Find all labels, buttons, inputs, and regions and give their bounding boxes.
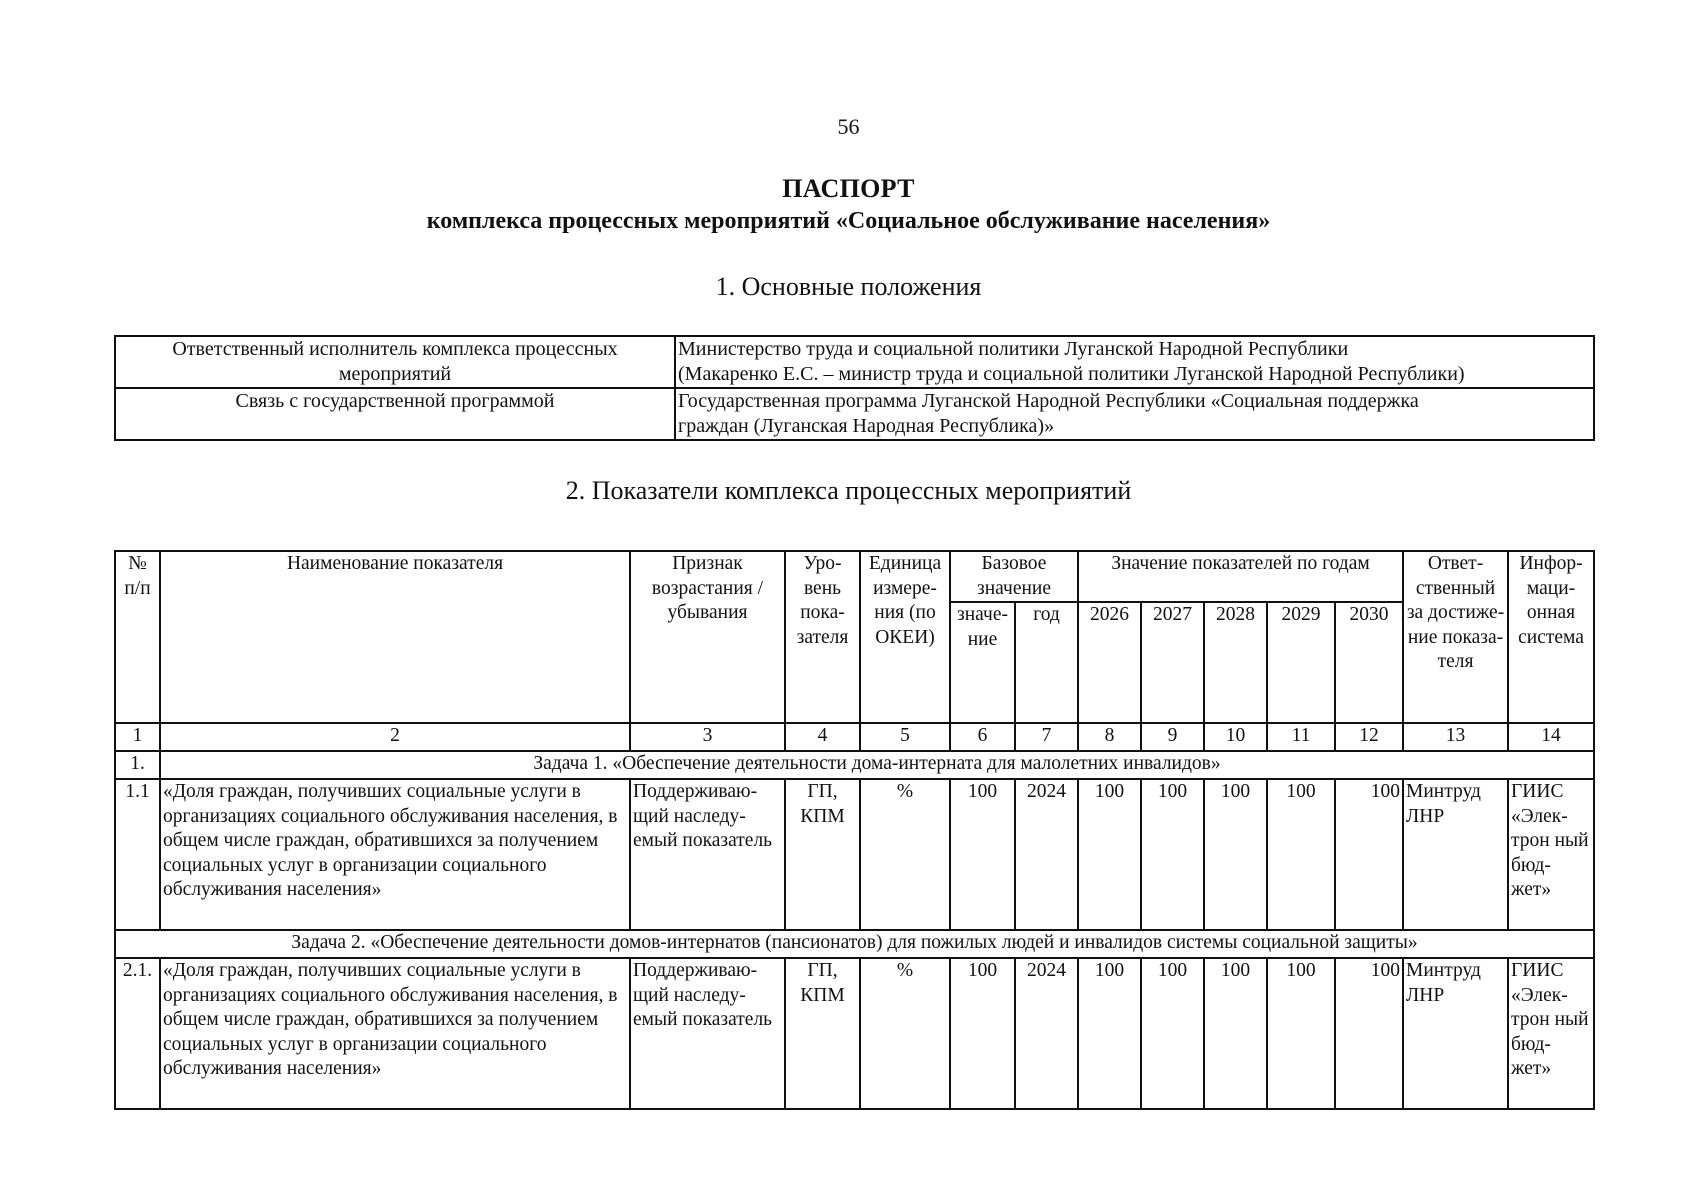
column-number: 13 [1403, 723, 1508, 751]
indicator-year-value: 100 [1267, 958, 1335, 1109]
task-row [115, 930, 1594, 958]
document-title: ПАСПОРТ [782, 174, 915, 203]
indicators-table [114, 550, 1595, 1110]
indicator-level: ГП, КПМ [785, 958, 860, 1109]
header-unit: Единица измере-ния (по ОКЕИ) [860, 551, 950, 723]
indicator-unit: % [860, 958, 950, 1109]
header-sign: Признак возрастания / убывания [630, 551, 785, 723]
task-num: 1. [115, 751, 160, 779]
provision-value [675, 388, 1594, 440]
column-number: 7 [1015, 723, 1078, 751]
column-number: 14 [1508, 723, 1594, 751]
indicator-year-value: 100 [1141, 779, 1204, 930]
indicator-year-value: 100 [1078, 779, 1141, 930]
indicator-year-value: 100 [1204, 958, 1267, 1109]
provision-value-line: Министерство труда и социальной политики Луганской Народной Республики [678, 338, 1349, 360]
indicator-year-value: 100 [1141, 958, 1204, 1109]
header-year: 2026 [1078, 602, 1141, 723]
indicator-year-value: 100 [1204, 779, 1267, 930]
task-row [115, 751, 1594, 779]
indicator-unit: % [860, 779, 950, 930]
header-level: Уро-вень пока-зателя [785, 551, 860, 723]
header-base-value: значе-ние [950, 602, 1015, 723]
indicator-year-value: 100 [1335, 779, 1403, 930]
header-year: 2027 [1141, 602, 1204, 723]
header-year: 2028 [1204, 602, 1267, 723]
table-header-row [115, 551, 1594, 602]
document-subtitle: комплекса процессных мероприятий «Социальное обслуживание населения» [426, 208, 1271, 234]
indicator-base-year: 2024 [1015, 958, 1078, 1109]
main-provisions-table [114, 335, 1595, 441]
indicator-num: 2.1. [115, 958, 160, 1109]
provision-value [675, 336, 1594, 388]
header-responsible: Ответ-ственный за достиже-ние показа-теля [1403, 551, 1508, 723]
section1-heading: 1. Основные положения [715, 272, 982, 301]
column-number: 3 [630, 723, 785, 751]
indicator-year-value: 100 [1078, 958, 1141, 1109]
table-row [115, 958, 1594, 1109]
task-label: Задача 2. «Обеспечение деятельности домов-интернатов (пансионатов) для пожилых людей и инвалидов системы социальной защиты» [115, 930, 1594, 958]
column-number: 11 [1267, 723, 1335, 751]
header-base-year: год [1015, 602, 1078, 723]
provision-value-line: граждан (Луганская Народная Республика)» [678, 415, 1055, 437]
column-number-row [115, 723, 1594, 751]
indicator-info-system: ГИИС «Элек-трон ный бюд-жет» [1508, 958, 1594, 1109]
indicator-sign: Поддерживаю-щий наследу-емый показатель [630, 958, 785, 1109]
column-number: 10 [1204, 723, 1267, 751]
indicator-name: «Доля граждан, получивших социальные услуги в организациях социального обслуживания населения, в общем числе граждан, обратившихся за получением социальных услуг в организации социального обслуживания населения» [160, 779, 630, 930]
table-row [115, 388, 1594, 440]
table-row [115, 779, 1594, 930]
table-row [115, 336, 1594, 388]
page-number: 56 [837, 114, 860, 139]
indicator-responsible: Минтруд ЛНР [1403, 779, 1508, 930]
header-num: № п/п [115, 551, 160, 723]
provision-key: Ответственный исполнитель комплекса процессных мероприятий [115, 336, 675, 388]
indicator-base-value: 100 [950, 958, 1015, 1109]
indicator-responsible: Минтруд ЛНР [1403, 958, 1508, 1109]
column-number: 6 [950, 723, 1015, 751]
column-number: 8 [1078, 723, 1141, 751]
indicator-year-value: 100 [1335, 958, 1403, 1109]
header-year: 2030 [1335, 602, 1403, 723]
indicator-name: «Доля граждан, получивших социальные услуги в организациях социального обслуживания населения, в общем числе граждан, обратившихся за получением социальных услуг в организации социального обслуживания населения» [160, 958, 630, 1109]
column-number: 9 [1141, 723, 1204, 751]
indicator-level: ГП, КПМ [785, 779, 860, 930]
task-label: Задача 1. «Обеспечение деятельности дома-интерната для малолетних инвалидов» [160, 751, 1594, 779]
provision-key: Связь с государственной программой [115, 388, 675, 440]
column-number: 12 [1335, 723, 1403, 751]
header-base: Базовое значение [950, 551, 1078, 602]
column-number: 5 [860, 723, 950, 751]
indicator-num: 1.1 [115, 779, 160, 930]
header-year: 2029 [1267, 602, 1335, 723]
provision-value-line: (Макаренко Е.С. – министр труда и социальной политики Луганской Народной Республики) [678, 363, 1465, 385]
provision-value-line: Государственная программа Луганской Народной Республики «Социальная поддержка [678, 390, 1419, 412]
indicator-info-system: ГИИС «Элек-трон ный бюд-жет» [1508, 779, 1594, 930]
header-years-group: Значение показателей по годам [1078, 551, 1403, 602]
header-name: Наименование показателя [160, 551, 630, 723]
column-number: 4 [785, 723, 860, 751]
header-info-system: Инфор-маци-онная система [1508, 551, 1594, 723]
indicator-base-year: 2024 [1015, 779, 1078, 930]
indicator-sign: Поддерживаю-щий наследу-емый показатель [630, 779, 785, 930]
indicator-base-value: 100 [950, 779, 1015, 930]
column-number: 1 [115, 723, 160, 751]
indicator-year-value: 100 [1267, 779, 1335, 930]
column-number: 2 [160, 723, 630, 751]
section2-heading: 2. Показатели комплекса процессных мероприятий [565, 476, 1132, 505]
